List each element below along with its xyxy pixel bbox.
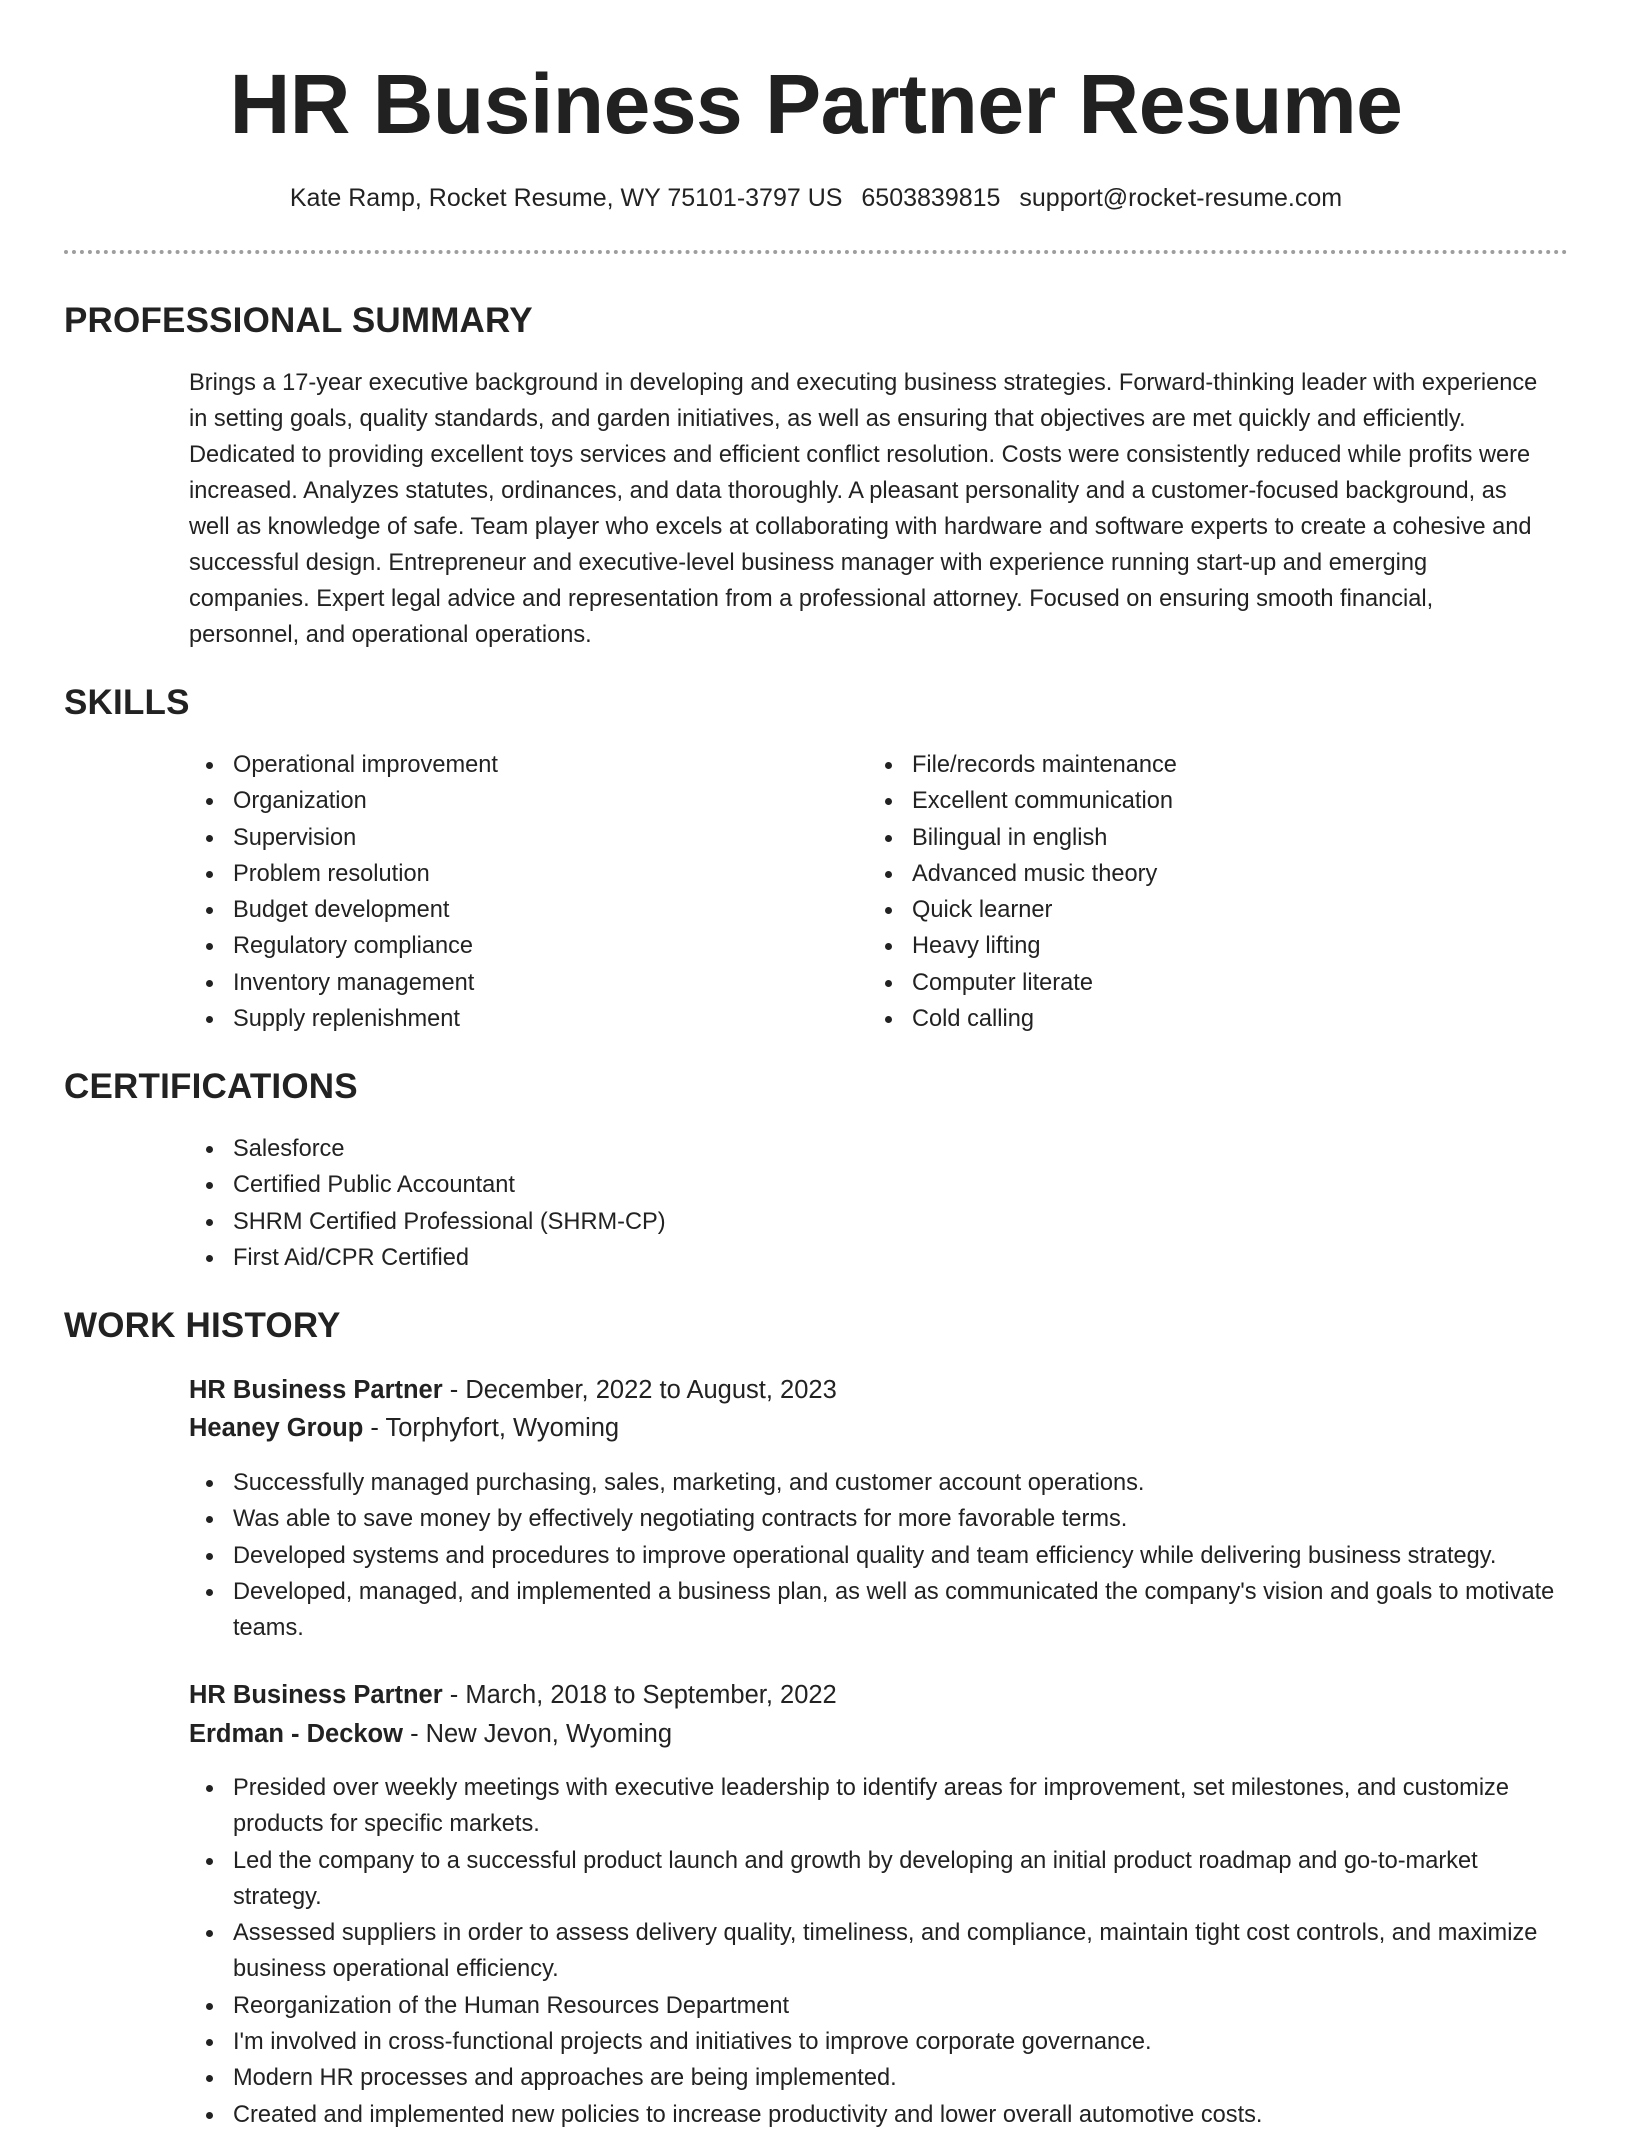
job-dates: - March, 2018 to September, 2022 [442,1681,837,1709]
list-item: Reorganization of the Human Resources Department [189,1988,1549,2024]
list-item: Budget development [189,892,829,928]
job-company-line [189,1715,672,1753]
job-company-line [189,1409,619,1447]
list-item: Was able to save money by effectively negotiating contracts for more favorable terms. [189,1501,1589,1537]
list-item: Presided over weekly meetings with executive leadership to identify areas for improvement, set milestones, and customize products for specific markets. [189,1770,1549,1843]
job-title: HR Business Partner [189,1681,443,1709]
header-divider [64,250,1568,254]
contact-address: Kate Ramp, Rocket Resume, WY 75101-3797 US [289,184,843,212]
job-title: HR Business Partner [189,1376,443,1404]
list-item: Salesforce [189,1131,1549,1167]
contact-phone: 6503839815 [861,184,1001,212]
list-item: Quick learner [868,892,1508,928]
list-item: Organization [189,783,829,819]
job-dates: - December, 2022 to August, 2023 [442,1376,837,1404]
contact-email: support@rocket-resume.com [1019,184,1343,212]
list-item: Heavy lifting [868,928,1508,964]
list-item: Assessed suppliers in order to assess delivery quality, timeliness, and compliance, maintain tight cost controls, and maximize business operational efficiency. [189,1915,1549,1988]
work-history-heading: WORK HISTORY [64,1306,341,1345]
job-title-line [189,1371,837,1409]
list-item: First Aid/CPR Certified [189,1240,1549,1276]
skills-list-left [189,747,829,1037]
certifications-list [189,1131,1549,1276]
job-location: - New Jevon, Wyoming [402,1720,673,1748]
certifications-heading: CERTIFICATIONS [64,1067,358,1106]
skills-list-right [868,747,1508,1037]
list-item: Inventory management [189,965,829,1001]
list-item: Problem resolution [189,856,829,892]
list-item: Computer literate [868,965,1508,1001]
list-item: Regulatory compliance [189,928,829,964]
summary-heading: PROFESSIONAL SUMMARY [64,301,533,340]
summary-text: Brings a 17-year executive background in developing and executing business strategies. Forward-thinking leader with experience in setting goals, quality standards, and garden initiatives, as well as ensuring that objectives are met quickly and efficiently. Dedicated to providing excellent toys services and efficient conflict resolution. Costs were consistently reduced while profits were increased. Analyzes statutes, ordinances, and data thoroughly. A pleasant personality and a customer-focused background, as well as knowledge of safe. Team player who excels at collaborating with hardware and software experts to create a cohesive and successful design. Entrepreneur and executive-level business manager with experience running start-up and emerging companies. Expert legal advice and representation from a professional attorney. Focused on ensuring smooth financial, personnel, and operational operations. [189,370,1538,648]
job-bullets [189,1770,1549,2133]
list-item: SHRM Certified Professional (SHRM-CP) [189,1204,1549,1240]
list-item: File/records maintenance [868,747,1508,783]
list-item: Certified Public Accountant [189,1167,1549,1203]
job-company: Heaney Group [189,1414,364,1442]
list-item: Cold calling [868,1001,1508,1037]
list-item: Created and implemented new policies to increase productivity and lower overall automotive costs. [189,2097,1549,2133]
list-item: Led the company to a successful product launch and growth by developing an initial product roadmap and go-to-market strategy. [189,1843,1549,1916]
job-bullets [189,1465,1589,1646]
list-item: I'm involved in cross-functional projects and initiatives to improve corporate governance. [189,2024,1549,2060]
resume-title: HR Business Partner Resume [229,57,1403,151]
list-item: Excellent communication [868,783,1508,819]
skills-heading: SKILLS [64,683,190,722]
list-item: Successfully managed purchasing, sales, marketing, and customer account operations. [189,1465,1589,1501]
job-title-line [189,1676,837,1714]
list-item: Modern HR processes and approaches are being implemented. [189,2060,1549,2096]
job-location: - Torphyfort, Wyoming [363,1414,620,1442]
list-item: Advanced music theory [868,856,1508,892]
list-item: Developed, managed, and implemented a business plan, as well as communicated the company's vision and goals to motivate teams. [189,1574,1589,1647]
list-item: Supervision [189,820,829,856]
contact-line [0,180,1632,216]
list-item: Developed systems and procedures to improve operational quality and team efficiency while delivering business strategy. [189,1538,1589,1574]
list-item: Bilingual in english [868,820,1508,856]
job-company: Erdman - Deckow [189,1720,403,1748]
list-item: Operational improvement [189,747,829,783]
list-item: Supply replenishment [189,1001,829,1037]
